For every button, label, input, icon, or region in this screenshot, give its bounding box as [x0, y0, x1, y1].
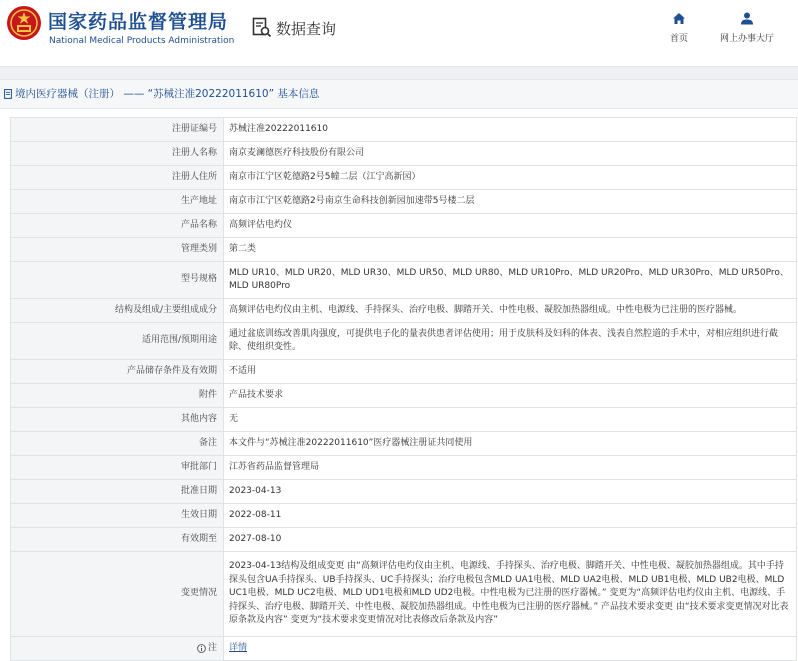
row-value: 南京市江宁区乾德路2号5幢二层（江宁高新园）: [224, 166, 797, 190]
table-row: [11, 552, 797, 637]
row-label: 有效期至: [11, 528, 224, 552]
row-value: 南京市江宁区乾德路2号南京生命科技创新园加速带5号楼二层: [224, 190, 797, 214]
row-value: 无: [224, 408, 797, 432]
row-label: 批准日期: [11, 480, 224, 504]
data-query-label: 数据查询: [276, 19, 337, 38]
row-label: 注册人名称: [11, 142, 224, 166]
table-row: [11, 299, 797, 323]
record-table-wrapper: [10, 117, 796, 661]
row-value: 江苏省药品监督管理局: [224, 456, 797, 480]
table-row: [11, 118, 797, 142]
row-value: 苏械注准20222011610: [224, 118, 797, 142]
row-label: 生效日期: [11, 504, 224, 528]
row-label: 备注: [11, 432, 224, 456]
table-row: [11, 360, 797, 384]
row-label: 产品名称: [11, 214, 224, 238]
table-row: [11, 190, 797, 214]
table-row: [11, 214, 797, 238]
nav-home-button[interactable]: [664, 12, 694, 44]
row-value: 2022-08-11: [224, 504, 797, 528]
table-row: [11, 238, 797, 262]
breadcrumb-text: 境内医疗器械（注册） —— “苏械注准20222011610” 基本信息: [15, 88, 320, 100]
row-value: 第二类: [224, 238, 797, 262]
row-label: 产品储存条件及有效期: [11, 360, 224, 384]
row-value: 产品技术要求: [224, 384, 797, 408]
table-row: [11, 166, 797, 190]
home-icon: [672, 12, 686, 25]
row-label: 变更情况: [11, 552, 224, 637]
row-value: 2027-08-10: [224, 528, 797, 552]
row-label: 附件: [11, 384, 224, 408]
row-label: 型号规格: [11, 262, 224, 299]
table-row: [11, 142, 797, 166]
table-row: [11, 432, 797, 456]
row-value: 不适用: [224, 360, 797, 384]
table-row: [11, 262, 797, 299]
row-value: 通过盆底训练改善肌肉强度，可提供电子化的量表供患者评估使用；用于皮肤科及妇科的体表、浅表自然腔道的手术中，对相应组织进行截除、使组织变性。: [224, 323, 797, 360]
nav-online-hall-label: 网上办事大厅: [719, 34, 774, 44]
row-value: 南京麦澜德医疗科技股份有限公司: [224, 142, 797, 166]
nav-online-hall-button[interactable]: [714, 12, 780, 44]
info-icon: [197, 644, 206, 653]
document-icon: [4, 89, 12, 99]
note-label-wrap: [16, 642, 217, 656]
table-row: [11, 408, 797, 432]
row-value: 2023-04-13: [224, 480, 797, 504]
row-label: 结构及组成/主要组成成分: [11, 299, 224, 323]
national-emblem-logo-icon: [6, 5, 42, 41]
table-row: [11, 384, 797, 408]
note-label: 注: [207, 642, 217, 653]
row-label: 注册人住所: [11, 166, 224, 190]
header-divider: [0, 66, 798, 79]
row-value: MLD UR10、MLD UR20、MLD UR30、MLD UR50、MLD UR80、MLD UR10Pro、MLD UR20Pro、MLD UR30Pro、MLD UR50Pro、MLD UR80Pro: [224, 262, 797, 299]
user-icon: [740, 12, 754, 25]
table-row: [11, 504, 797, 528]
table-row: [11, 528, 797, 552]
row-label: 生产地址: [11, 190, 224, 214]
site-header: [0, 0, 798, 66]
breadcrumb: [0, 79, 798, 109]
row-label: 注册证编号: [11, 118, 224, 142]
row-value: 本文件与“苏械注准20222011610”医疗器械注册证共同使用: [224, 432, 797, 456]
table-row: [11, 456, 797, 480]
site-title-en: National Medical Products Administration: [49, 36, 235, 46]
table-row-note: [11, 637, 797, 661]
detail-link[interactable]: 详情: [229, 642, 248, 653]
row-label: 适用范围/预期用途: [11, 323, 224, 360]
record-detail-table: [10, 117, 797, 661]
note-label-cell: [11, 637, 224, 661]
table-row: [11, 323, 797, 360]
table-row: [11, 480, 797, 504]
row-value: 高频评估电灼仪由主机、电源线、手持探头、治疗电极、脚踏开关、中性电极、凝胶加热器组成。中性电极为已注册的医疗器械。: [224, 299, 797, 323]
row-value: 高频评估电灼仪: [224, 214, 797, 238]
site-title-cn: 国家药品监督管理局: [48, 11, 229, 33]
document-search-icon: [252, 17, 272, 39]
nav-home-label: 首页: [669, 34, 688, 44]
row-label: 管理类别: [11, 238, 224, 262]
row-label: 审批部门: [11, 456, 224, 480]
data-query-section: [252, 16, 336, 40]
row-value: 2023-04-13结构及组成变更 由“高频评估电灼仪由主机、电源线、手持探头、治疗电极、脚踏开关、中性电极、凝胶加热器组成。其中手持探头包含UA手持探头、UB手持探头、UC手持探头；治疗电极包含MLD UA1电极、MLD UA2电极、MLD UB1电极、MLD UB2电极、MLD UC1电极、MLD UC2电极、MLD UD1电极和MLD UD2电极。中性电极为已注册的医疗器械。” 变更为“高频评估电灼仪由主机、电源线、手持探头、治疗电极、脚踏开关、中性电极、凝胶加热器组成。中性电极为已注册的医疗器械。” 产品技术要求变更 由“技术要求变更情况对比表原条款及内容” 变更为“技术要求变更情况对比表修改后条款及内容”: [224, 552, 797, 637]
row-label: 其他内容: [11, 408, 224, 432]
note-value-cell: [224, 637, 797, 661]
